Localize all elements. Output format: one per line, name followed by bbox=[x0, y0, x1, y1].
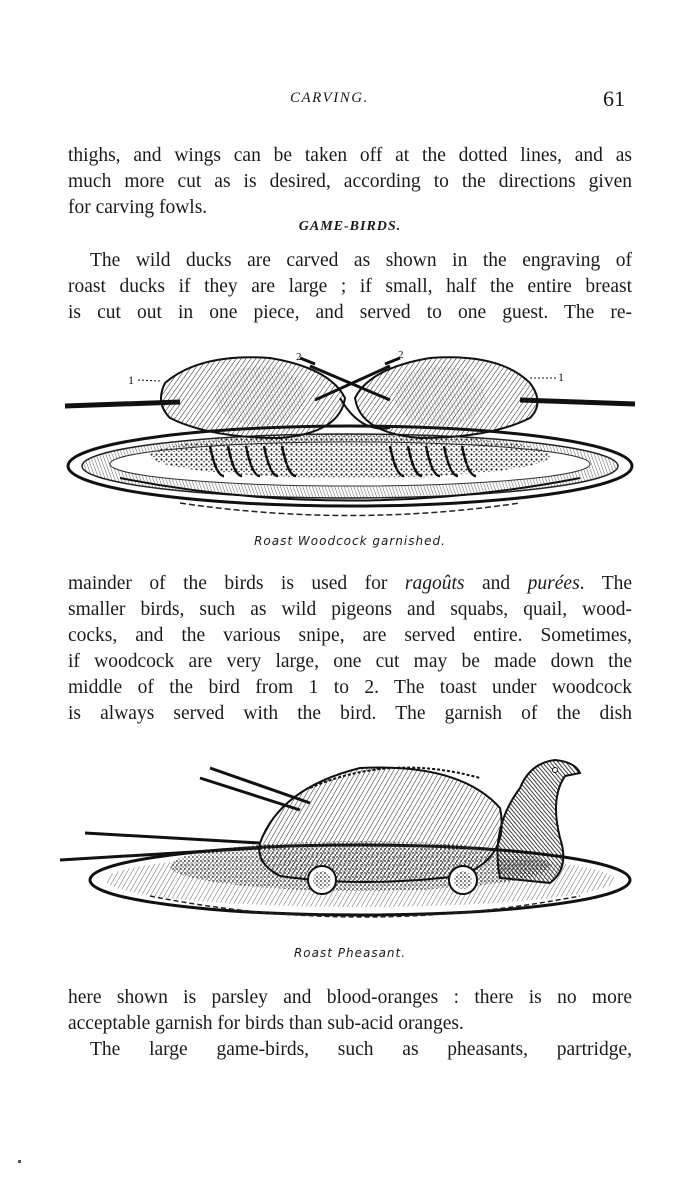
garnish bbox=[150, 434, 550, 478]
pheasant-engraving bbox=[60, 748, 640, 933]
text-line: acceptable garnish for birds than sub-acid oranges. bbox=[68, 1013, 464, 1034]
text-line: The large game-birds, such as pheasants, partridge, bbox=[90, 1039, 632, 1060]
paragraph-thighs bbox=[68, 143, 632, 221]
text-line: middle of the bird from 1 to 2. The toast under woodcock bbox=[68, 677, 632, 698]
text-line: The wild ducks are carved as shown in the engraving of bbox=[90, 250, 632, 271]
text-line: for carving fowls. bbox=[68, 197, 208, 218]
text-line: smaller birds, such as wild pigeons and squabs, quail, wood- bbox=[68, 599, 632, 620]
pheasant-body bbox=[259, 768, 501, 883]
figure-roast-pheasant bbox=[60, 748, 640, 933]
text-line: is cut out in one piece, and served to one guest. The re- bbox=[68, 302, 632, 323]
text-line: if woodcock are very large, one cut may be made down the bbox=[68, 651, 632, 672]
woodcock-engraving bbox=[60, 338, 640, 528]
text-line: much more cut as is desired, according to the directions given bbox=[68, 171, 632, 192]
print-speck bbox=[18, 1160, 21, 1163]
page-number: 61 bbox=[603, 86, 625, 111]
running-head bbox=[0, 86, 700, 116]
figure-label: 2 bbox=[296, 351, 302, 363]
text-line: thighs, and wings can be taken off at the dotted lines, and as bbox=[68, 145, 632, 166]
paragraph-wild-ducks bbox=[68, 248, 632, 326]
woodcock-right bbox=[355, 357, 635, 438]
text-line: roast ducks if they are large ; if small, half the entire breast bbox=[68, 276, 632, 297]
caption-roast-pheasant: Roast Pheasant. bbox=[293, 946, 407, 960]
paragraph-smaller-birds bbox=[68, 571, 632, 727]
paragraph-garnish bbox=[68, 985, 632, 1063]
text-line: is always served with the bird. The garnish of the dish bbox=[68, 703, 632, 724]
section-heading-game-birds: GAME-BIRDS. bbox=[298, 219, 402, 234]
text-line: mainder of the birds is used for ragoûts and purées. The bbox=[68, 573, 633, 594]
figure-label: 2 bbox=[398, 349, 404, 361]
figure-label: 1 bbox=[558, 370, 564, 384]
figure-label: 1 bbox=[128, 373, 134, 387]
text-line: cocks, and the various snipe, are served entire. Sometimes, bbox=[68, 625, 632, 646]
running-title: CARVING. bbox=[290, 90, 369, 106]
caption-roast-woodcock: Roast Woodcock garnished. bbox=[254, 534, 446, 548]
figure-roast-woodcock bbox=[60, 338, 640, 528]
text-line: here shown is parsley and blood-oranges : there is no more bbox=[68, 987, 632, 1008]
